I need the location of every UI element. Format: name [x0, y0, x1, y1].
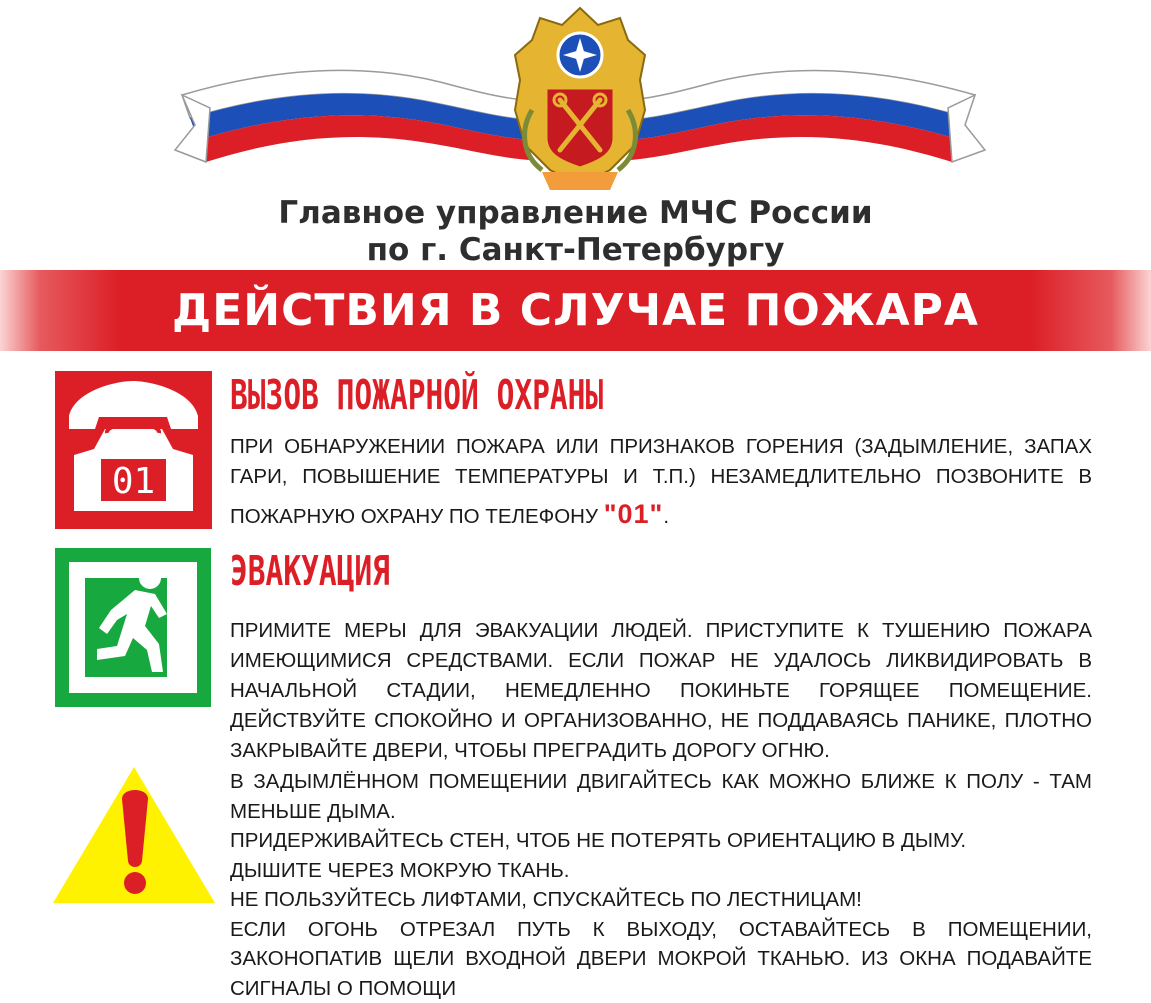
text-line: ЗАКРЫВАЙТЕ ДВЕРИ, ЧТОБЫ ПРЕГРАДИТЬ ДОРОГУ ОГНЮ.: [230, 736, 1092, 766]
text-line: НЕ ПОЛЬЗУЙТЕСЬ ЛИФТАМИ, СПУСКАЙТЕСЬ ПО ЛЕСТНИЦАМ!: [230, 885, 1092, 915]
warning-triangle-icon: [52, 765, 217, 905]
flag-ribbon-left: [175, 70, 532, 162]
section-warning-text: [230, 767, 1092, 1003]
agency-name-line2: по г. Санкт-Петербургу: [0, 232, 1151, 269]
text-line: ЕСЛИ ОГОНЬ ОТРЕЗАЛ ПУТЬ К ВЫХОДУ, ОСТАВАЙТЕСЬ В ПОМЕЩЕНИИ,: [230, 915, 1092, 945]
emchs-emblem-icon: [515, 8, 645, 190]
section-call-phone-line: [230, 499, 1092, 532]
text-line: ПРИДЕРЖИВАЙТЕСЬ СТЕН, ЧТОБ НЕ ПОТЕРЯТЬ ОРИЕНТАЦИЮ В ДЫМУ.: [230, 826, 1092, 856]
emergency-exit-icon: [55, 548, 211, 707]
telephone-icon: [55, 371, 212, 529]
text-line: МЕНЬШЕ ДЫМА.: [230, 797, 1092, 827]
section-evac-text: [230, 616, 1092, 766]
phone-line-end: .: [663, 505, 669, 528]
text-line: ДЫШИТЕ ЧЕРЕЗ МОКРУЮ ТКАНЬ.: [230, 856, 1092, 886]
page-title: ДЕЙСТВИЯ В СЛУЧАЕ ПОЖАРА: [0, 270, 1151, 351]
flag-ribbon-with-emblem: [170, 0, 990, 195]
text-line: ИМЕЮЩИМИСЯ СРЕДСТВАМИ. ЕСЛИ ПОЖАР НЕ УДАЛОСЬ ЛИКВИДИРОВАТЬ В: [230, 646, 1092, 676]
text-line: СИГНАЛЫ О ПОМОЩИ: [230, 974, 1092, 1003]
title-banner: [0, 270, 1151, 351]
phone-number: "01": [604, 499, 664, 529]
telephone-icon-number: 01: [112, 461, 155, 502]
phone-line-text: ПОЖАРНУЮ ОХРАНУ ПО ТЕЛЕФОНУ: [230, 505, 598, 528]
agency-name-line1: Главное управление МЧС России: [0, 195, 1151, 232]
text-line: ГАРИ, ПОВЫШЕНИЕ ТЕМПЕРАТУРЫ И Т.П.) НЕЗАМЕДЛИТЕЛЬНО ПОЗВОНИТЕ В: [230, 462, 1092, 492]
text-line: ПРИ ОБНАРУЖЕНИИ ПОЖАРА ИЛИ ПРИЗНАКОВ ГОРЕНИЯ (ЗАДЫМЛЕНИЕ, ЗАПАХ: [230, 432, 1092, 462]
agency-name: [0, 195, 1151, 269]
text-line: ПРИМИТЕ МЕРЫ ДЛЯ ЭВАКУАЦИИ ЛЮДЕЙ. ПРИСТУПИТЕ К ТУШЕНИЮ ПОЖАРА: [230, 616, 1092, 646]
text-line: НАЧАЛЬНОЙ СТАДИИ, НЕМЕДЛЕННО ПОКИНЬТЕ ГОРЯЩЕЕ ПОМЕЩЕНИЕ.: [230, 676, 1092, 706]
text-line: ЗАКОНОПАТИВ ЩЕЛИ ВХОДНОЙ ДВЕРИ МОКРОЙ ТКАНЬЮ. ИЗ ОКНА ПОДАВАЙТЕ: [230, 944, 1092, 974]
text-line: ДЕЙСТВУЙТЕ СПОКОЙНО И ОРГАНИЗОВАННО, НЕ ПОДДАВАЯСЬ ПАНИКЕ, ПЛОТНО: [230, 706, 1092, 736]
flag-ribbon-right: [628, 70, 985, 162]
section-evac-title: ЭВАКУАЦИЯ: [230, 547, 390, 595]
section-call-text: [230, 432, 1092, 492]
text-line: В ЗАДЫМЛЁННОМ ПОМЕЩЕНИИ ДВИГАЙТЕСЬ КАК МОЖНО БЛИЖЕ К ПОЛУ - ТАМ: [230, 767, 1092, 797]
section-call-title: ВЫЗОВ ПОЖАРНОЙ ОХРАНЫ: [230, 371, 603, 419]
